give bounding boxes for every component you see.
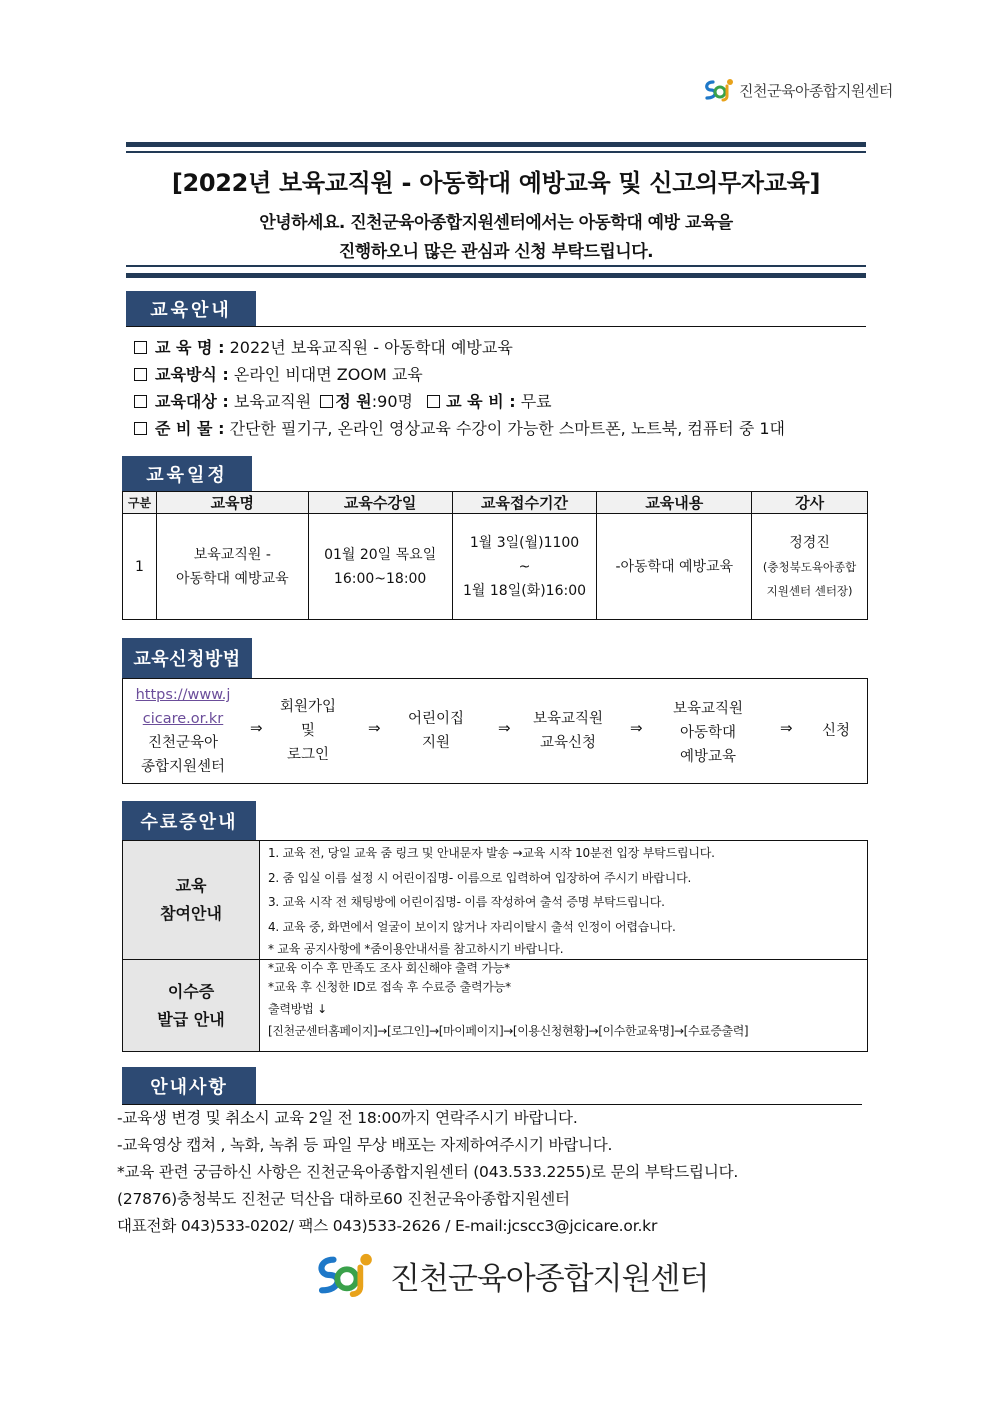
guide-method-label: 교육방식 :	[155, 365, 229, 384]
apply-link-line1[interactable]: https://www.j	[135, 687, 231, 703]
checkbox-icon	[134, 368, 147, 381]
guide-name-label: 교 육 명 :	[155, 338, 225, 357]
apply-step1-line3: 로그인	[286, 747, 330, 763]
list-item: [진천군센터홈페이지]→[로그인]→[마이페이지]→[이용신청현황]→[이수한교육명]→[수료증출력]	[268, 1024, 749, 1038]
participation-content	[260, 841, 868, 960]
schedule-date-line2: 16:00~18:00	[333, 570, 427, 587]
schedule-period-line3: 1월 18일(화)16:00	[463, 582, 587, 599]
apply-link-line2[interactable]: cicare.or.kr	[142, 711, 224, 727]
checkbox-icon	[134, 341, 147, 354]
participation-label	[123, 841, 260, 960]
issue-content	[260, 960, 868, 1052]
apply-step3-line2: 교육신청	[539, 735, 597, 751]
schedule-cell-period	[452, 514, 597, 620]
schedule-header-lecturer: 강사	[752, 492, 868, 514]
section-header-apply: 교육신청방법	[122, 638, 252, 678]
title-rule-bottom-thick	[126, 273, 866, 278]
notice-line-3: *교육 관련 궁금하신 사항은 진천군육아종합지원센터 (043.533.2255)로 문의 부탁드립니다.	[117, 1163, 739, 1181]
arrow-right-icon: ⇒	[250, 719, 263, 737]
guide-target-value: 보육교직원	[233, 392, 312, 411]
notice-line-4: (27876)충청북도 진천군 덕산읍 대하로60 진천군육아종합지원센터	[117, 1190, 570, 1208]
list-item: 2. 줌 입실 이름 설정 시 어린이집명- 이름으로 입력하여 입장하여 주시기 바랍니다.	[268, 870, 692, 885]
header-logo-text: 진천군육아종합지원센터	[739, 81, 893, 100]
apply-step1-line1: 회원가입	[279, 699, 337, 715]
apply-step-signup	[263, 695, 353, 767]
participation-label-line1: 교육	[175, 876, 207, 895]
apply-step4-line3: 예방교육	[679, 749, 737, 765]
guide-method-value: 온라인 비대면 ZOOM 교육	[233, 365, 423, 384]
guide-prep-label: 준 비 물 :	[155, 419, 225, 438]
center-logo-icon	[703, 78, 735, 102]
page-title: [2022년 보육교직원 - 아동학대 예방교육 및 신고의무자교육]	[171, 169, 821, 197]
footer-logo-text: 진천군육아종합지원센터	[390, 1260, 709, 1297]
apply-step-course	[653, 697, 763, 769]
guide-capacity-value: :90명	[371, 392, 413, 411]
issue-label-line1: 이수증	[167, 981, 215, 1001]
guide-line-name	[134, 335, 513, 358]
schedule-header-content: 교육내용	[597, 492, 752, 514]
participation-label-line2: 참여안내	[160, 904, 222, 923]
apply-method-box	[122, 678, 868, 784]
guide-name-value: 2022년 보육교직원 - 아동학대 예방교육	[229, 338, 513, 357]
arrow-right-icon: ⇒	[780, 719, 793, 737]
schedule-name-line1: 보육교직원 -	[193, 546, 271, 563]
schedule-cell-content: -아동학대 예방교육	[597, 514, 752, 620]
notice-line-5: 대표전화 043)533-0202/ 팩스 043)533-2626 / E-mail:jcscc3@jcicare.or.kr	[117, 1217, 658, 1235]
guide-line-prep	[134, 416, 785, 439]
schedule-lecturer-name: 정경진	[789, 534, 830, 551]
section-header-guide: 교육안내	[126, 291, 256, 326]
checkbox-icon	[320, 395, 333, 408]
apply-site-line2: 종합지원센터	[140, 759, 226, 775]
apply-step-site	[127, 683, 239, 779]
list-item: 출력방법 ↓	[268, 1002, 328, 1016]
title-rule-bottom-thin	[126, 265, 866, 267]
center-logo-icon	[308, 1252, 382, 1298]
table-row	[123, 514, 868, 620]
section-divider-notice	[122, 1104, 862, 1105]
intro-line-1: 안녕하세요. 진천군육아종합지원센터에서는 아동학대 예방 교육을	[259, 213, 733, 233]
schedule-header-period: 교육접수기간	[452, 492, 597, 514]
list-item: *교육 이수 후 만족도 조사 회신해야 출력 가능*	[268, 961, 510, 975]
header-logo	[703, 78, 893, 102]
schedule-period-line2: ~	[518, 558, 531, 575]
guide-fee-value: 무료	[520, 392, 552, 411]
checkbox-icon	[134, 422, 147, 435]
table-row	[123, 960, 868, 1052]
section-header-notice: 안내사항	[122, 1067, 256, 1104]
apply-step-submit: 신청	[821, 723, 850, 739]
apply-step-training	[518, 707, 618, 755]
schedule-cell-name	[156, 514, 308, 620]
apply-step4-line2: 아동학대	[679, 725, 737, 741]
schedule-lecturer-note2: 지원센터 센터장)	[766, 583, 853, 598]
apply-step3-line1: 보육교직원	[532, 711, 604, 727]
issue-label	[123, 960, 260, 1052]
section-divider-guide	[126, 326, 866, 327]
notice-line-2: -교육영상 캡쳐 , 녹화, 녹취 등 파일 무상 배포는 자제하여주시기 바랍니다.	[117, 1136, 613, 1154]
intro-line-2: 진행하오니 많은 관심과 신청 부탁드립니다.	[338, 242, 654, 262]
list-item: * 교육 공지사항에 *줌이용안내서를 참고하시기 바랍니다.	[268, 942, 564, 956]
title-rule-top-thin	[126, 151, 866, 153]
checkbox-icon	[134, 395, 147, 408]
apply-step1-line2: 및	[300, 723, 315, 739]
section-header-certificate: 수료증안내	[122, 801, 256, 840]
notice-line-1: -교육생 변경 및 취소시 교육 2일 전 18:00까지 연락주시기 바랍니다.	[117, 1109, 578, 1127]
arrow-right-icon: ⇒	[498, 719, 511, 737]
guide-target-label: 교육대상 :	[155, 392, 229, 411]
issue-label-line2: 발급 안내	[157, 1009, 225, 1029]
certificate-table	[122, 840, 868, 1052]
apply-step2-line1: 어린이집	[407, 711, 465, 727]
schedule-table	[122, 491, 868, 620]
guide-prep-value: 간단한 필기구, 온라인 영상교육 수강이 가능한 스마트폰, 노트북, 컴퓨터 중 1대	[229, 419, 786, 438]
schedule-header-date: 교육수강일	[308, 492, 452, 514]
title-rule-top-thick	[126, 142, 866, 147]
list-item: 4. 교육 중, 화면에서 얼굴이 보이지 않거나 자리이탈시 출석 인정이 어렵습니다.	[268, 919, 676, 934]
guide-capacity-label: 정 원	[335, 392, 372, 411]
schedule-header-no: 구분	[123, 492, 157, 514]
schedule-date-line1: 01월 20일 목요일	[324, 546, 437, 563]
apply-step-daycare	[391, 707, 481, 755]
list-item: 3. 교육 시작 전 채팅방에 어린이집명- 이름 작성하여 출석 증명 부탁드립니다.	[268, 895, 665, 909]
list-item: *교육 후 신청한 ID로 접속 후 수료증 출력가능*	[268, 980, 511, 994]
guide-line-target	[134, 389, 552, 412]
arrow-right-icon: ⇒	[630, 719, 643, 737]
schedule-header-name: 교육명	[156, 492, 308, 514]
schedule-cell-no: 1	[123, 514, 157, 620]
checkbox-icon	[427, 395, 440, 408]
schedule-period-line1: 1월 3일(월)1100	[469, 534, 580, 551]
arrow-right-icon: ⇒	[368, 719, 381, 737]
guide-line-method	[134, 362, 423, 385]
schedule-lecturer-note1: (충청북도육아종합	[762, 559, 857, 574]
list-item: 1. 교육 전, 당일 교육 줌 링크 및 안내문자 발송 →교육 시작 10분전 입장 부탁드립니다.	[268, 846, 715, 860]
schedule-name-line2: 아동학대 예방교육	[175, 570, 289, 587]
schedule-cell-lecturer	[752, 514, 868, 620]
apply-step4-line1: 보육교직원	[672, 701, 744, 717]
guide-fee-label: 교 육 비 :	[446, 392, 516, 411]
schedule-header-row	[123, 492, 868, 514]
table-row	[123, 841, 868, 960]
schedule-cell-date	[308, 514, 452, 620]
apply-step2-line2: 지원	[421, 735, 450, 751]
footer-logo	[308, 1252, 708, 1298]
section-header-schedule: 교육일정	[122, 456, 252, 491]
apply-site-line1: 진천군육아	[147, 735, 219, 751]
